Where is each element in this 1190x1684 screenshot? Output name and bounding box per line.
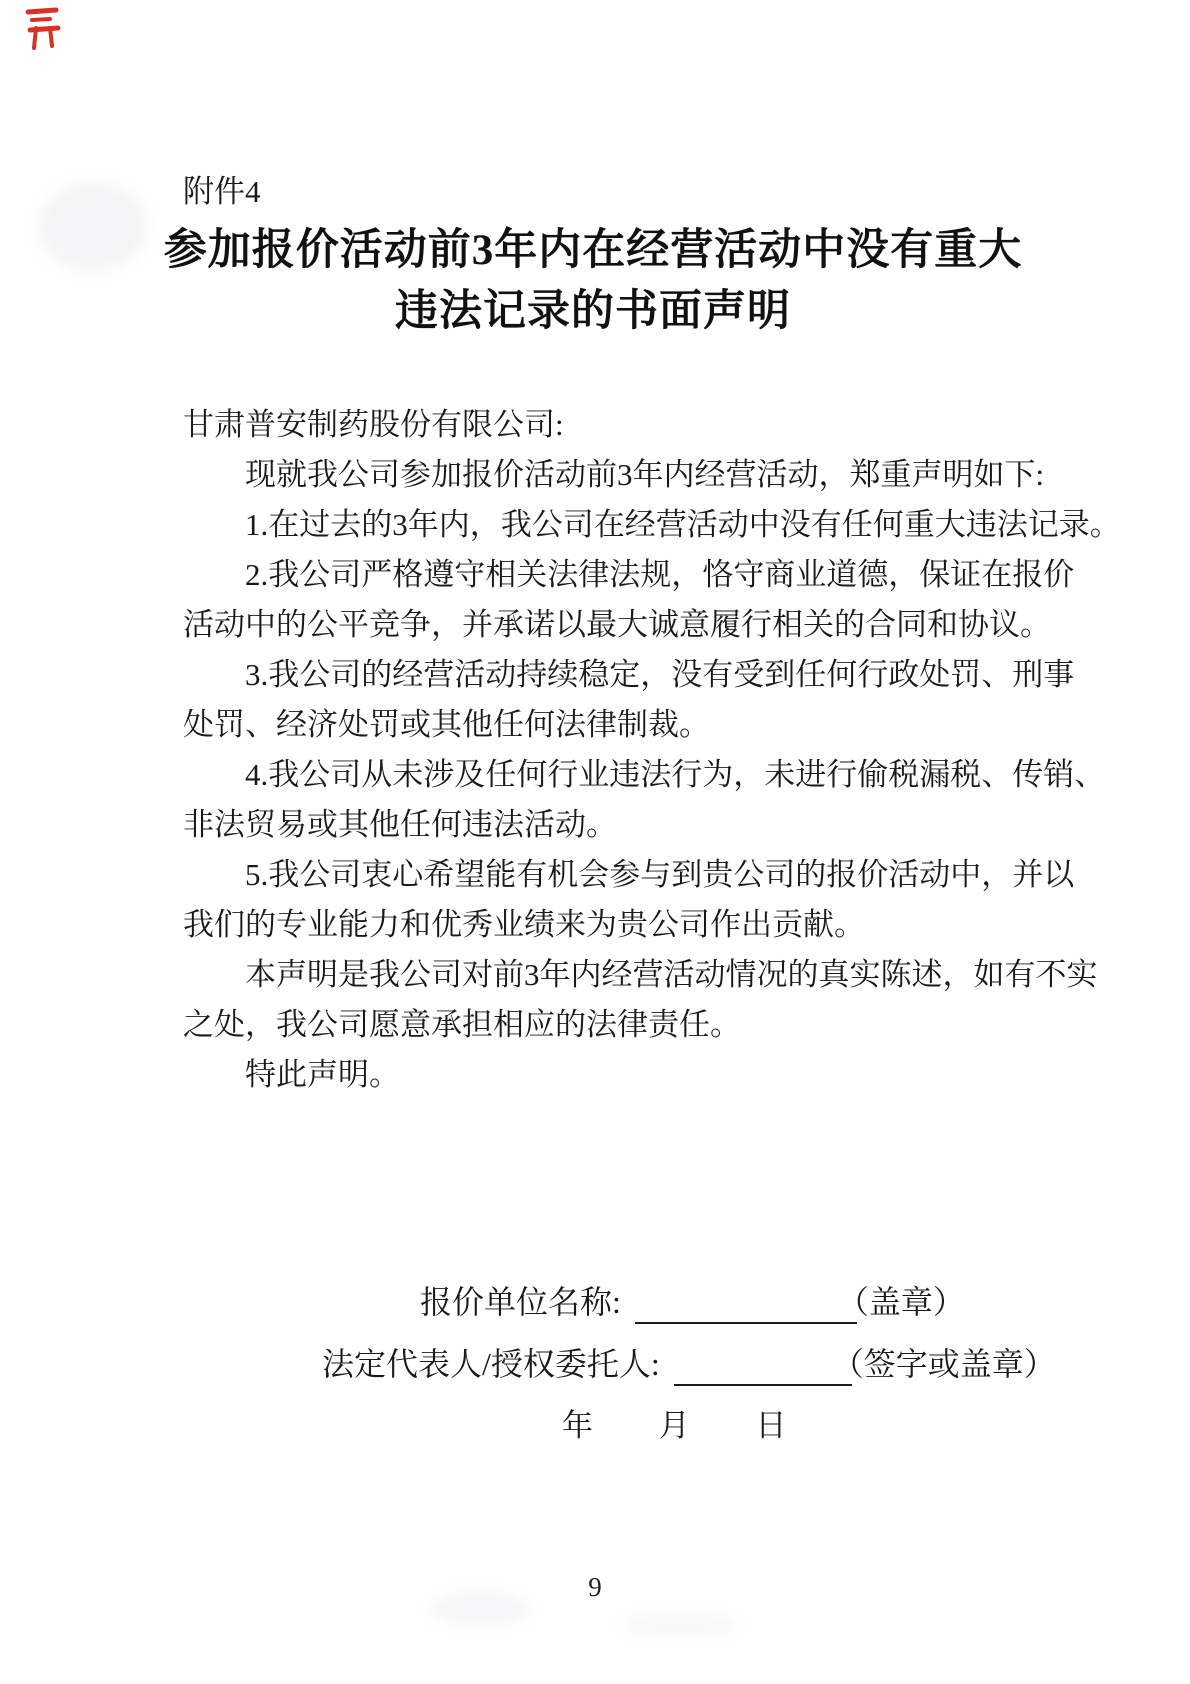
representative-sign-note: （签字或盖章） [831, 1346, 1056, 1382]
body-line: 之处，我公司愿意承担相应的法律责任。 [183, 1007, 741, 1042]
org-seal-note: （盖章） [836, 1284, 965, 1320]
attachment-label: 附件4 [183, 174, 261, 209]
body-line: 我们的专业能力和优秀业绩来为贵公司作出贡献。 [183, 907, 865, 942]
org-name-blank-line [635, 1286, 857, 1324]
scan-smudge [620, 1612, 740, 1638]
document-title-line2: 违法记录的书面声明 [395, 288, 791, 335]
body-line: 处罚、经济处罚或其他任何法律制裁。 [183, 707, 710, 742]
body-line: 5.我公司衷心希望能有机会参与到贵公司的报价活动中，并以 [245, 857, 1075, 892]
document-title-line1: 参加报价活动前3年内在经营活动中没有重大 [163, 227, 1023, 274]
body-line: 3.我公司的经营活动持续稳定，没有受到任何行政处罚、刑事 [245, 657, 1075, 692]
date-day-label: 日 [755, 1408, 787, 1443]
body-line: 非法贸易或其他任何违法活动。 [183, 807, 617, 842]
org-name-label: 报价单位名称: [420, 1284, 621, 1320]
document-title [143, 220, 1043, 342]
body-line: 活动中的公平竞争，并承诺以最大诚意履行相关的合同和协议。 [183, 607, 1051, 642]
org-name-row [420, 1280, 965, 1324]
body-line: 1.在过去的3年内，我公司在经营活动中没有任何重大违法记录。 [245, 507, 1121, 542]
date-year-label: 年 [562, 1408, 593, 1443]
body-line: 2.我公司严格遵守相关法律法规，恪守商业道德，保证在报价 [245, 557, 1075, 592]
red-pen-mark [22, 4, 68, 54]
declaration-body [183, 450, 1121, 1100]
salutation: 甘肃普安制药股份有限公司: [183, 407, 564, 442]
body-line: 特此声明。 [245, 1057, 400, 1092]
page-number: 9 [588, 1572, 602, 1602]
body-line: 4.我公司从未涉及任何行业违法行为，未进行偷税漏税、传销、 [245, 757, 1106, 792]
date-row [562, 1406, 787, 1446]
date-month-label: 月 [658, 1408, 690, 1443]
representative-row [322, 1342, 1056, 1386]
scan-smudge [38, 182, 148, 272]
representative-label: 法定代表人/授权委托人: [322, 1346, 660, 1382]
body-line: 本声明是我公司对前3年内经营活动情况的真实陈述，如有不实 [245, 957, 1098, 992]
representative-blank-line [674, 1348, 852, 1386]
body-line: 现就我公司参加报价活动前3年内经营活动，郑重声明如下: [245, 457, 1045, 492]
